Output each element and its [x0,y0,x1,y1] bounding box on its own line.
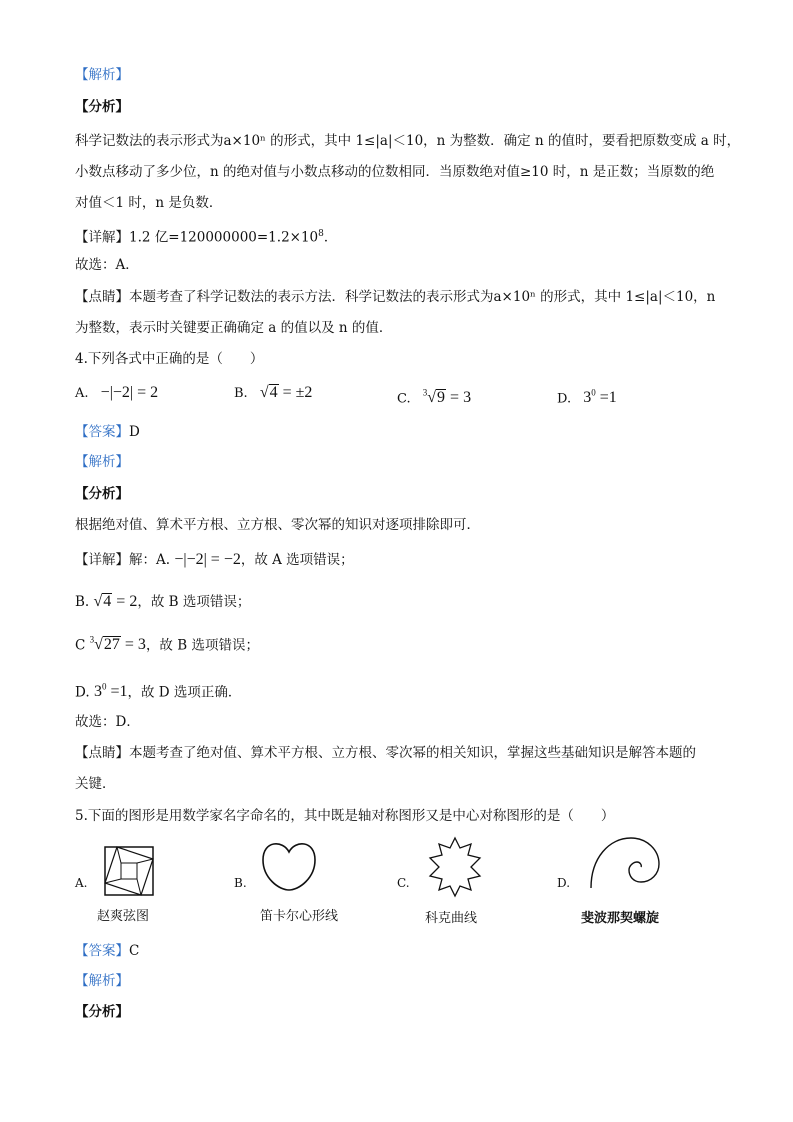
text-line: 根据绝对值、算术平方根、立方根、零次幂的知识对逐项排除即可． [75,517,480,533]
option-a-label: A. [75,876,88,890]
detail-text: D. [75,684,94,701]
math: =1 [106,683,128,701]
radicand: 4 [269,384,278,401]
answer-line [75,941,139,961]
option-c-label: C. [397,876,410,890]
option-math: =1 [595,389,617,407]
question-4: 4.下列各式中正确的是（ ） [75,351,264,367]
fibonacci-spiral-figure [585,832,665,894]
math: = 2 [112,593,138,610]
answer-value: C [129,943,140,959]
text-line: 为整数，表示时关键要正确确定 a 的值以及 n 的值． [75,320,393,336]
option-a-caption: 赵爽弦图 [97,909,150,924]
detail-text: 【详解】1.2 亿=120000000=1.2×10 [75,229,319,246]
exponent: 8 [318,229,324,239]
math: −|−2| = −2 [174,551,241,568]
answer-label: 【答案】 [75,943,129,959]
radicand: 4 [103,593,112,610]
option-label: C. [397,391,411,407]
detail-text: 【详解】解：A. [75,552,175,568]
answer-value: D [129,424,140,440]
exponent: 0 [101,682,107,692]
choice-line: 故选：A． [75,257,139,273]
detail-text-end: ． [323,229,338,246]
koch-curve-figure [424,836,486,898]
detail-line-d [75,677,241,702]
radicand: 9 [437,389,446,407]
option-b-caption: 笛卡尔心形线 [260,909,339,924]
answer-label: 【答案】 [75,424,129,440]
analysis-heading: 【解析】 [75,454,129,470]
comment-line: 【点睛】本题考查了绝对值、算术平方根、立方根、零次幂的相关知识，掌握这些基础知识是解答本题的 [75,745,696,761]
option-d-label: D. [557,876,571,890]
option-c: C. $^3$√9 = 3 [397,388,472,407]
text-line: 科学记数法的表示形式为a×10ⁿ 的形式，其中 1≤|a|＜10，n 为整数．确定 n 的值时，要看把原数变成 a 时， [75,133,741,149]
option-d [557,383,617,409]
analysis-heading: 【解析】 [75,67,129,83]
question-5: 5.下面的图形是用数学家名字命名的，其中既是轴对称图形又是中心对称图形的是（ ） [75,808,615,824]
detail-text-end: ，故 D 选项正确． [127,684,242,701]
option-c-caption: 科克曲线 [425,911,478,926]
analysis-heading: 【解析】 [75,973,129,989]
detail-text-end: ，故 A 选项错误； [240,552,354,568]
option-b: B. √4 = ±2 [234,384,313,401]
text-line: 小数点移动了多少位，n 的绝对值与小数点移动的位数相同．当原数绝对值≥10 时，n 是正数；当原数的绝 [75,164,715,180]
option-d-caption: 斐波那契螺旋 [581,911,660,926]
option-b-label: B. [234,876,247,890]
root-index: 3 [89,635,95,645]
cardioid-figure [259,838,319,894]
detail-line-c: C $^3$√27 = 3，故 B 选项错误； [75,635,259,654]
answer-line [75,422,140,442]
choice-line: 故选：D． [75,714,140,730]
detail-line-b: B. √4 = 2，故 B 选项错误； [75,593,251,610]
option-math: = ±2 [278,384,313,401]
option-math: = 3 [446,389,472,407]
exponent: 0 [591,388,596,398]
text-line: 对值＜1 时，n 是负数． [75,195,223,211]
base: 3 [93,683,102,701]
detail-line-a [75,550,354,570]
zhao-shuang-diagram-figure [104,846,154,896]
base: 3 [583,389,592,407]
analysis-sub-heading: 【分析】 [75,486,129,502]
detail-line [75,224,337,248]
detail-text-end: ，故 B 选项错误； [145,637,259,654]
detail-text: C [75,637,90,654]
option-label: D. [557,391,572,407]
detail-text: B. [75,594,94,610]
text-line: 关键． [75,776,116,792]
option-label: B. [234,386,248,401]
comment-line: 【点睛】本题考查了科学记数法的表示方法．科学记数法的表示形式为a×10ⁿ 的形式，其中 1≤|a|＜10，n [75,289,716,305]
math: = 3 [120,636,146,654]
option-a [75,383,158,404]
analysis-sub-heading: 【分析】 [75,1004,129,1020]
option-label: A. [75,386,89,401]
detail-text-end: ，故 B 选项错误； [137,594,251,610]
root-index: 3 [422,388,428,398]
analysis-sub-heading: 【分析】 [75,99,129,115]
radicand: 27 [103,636,120,654]
option-math: −|−2| = 2 [100,384,159,401]
